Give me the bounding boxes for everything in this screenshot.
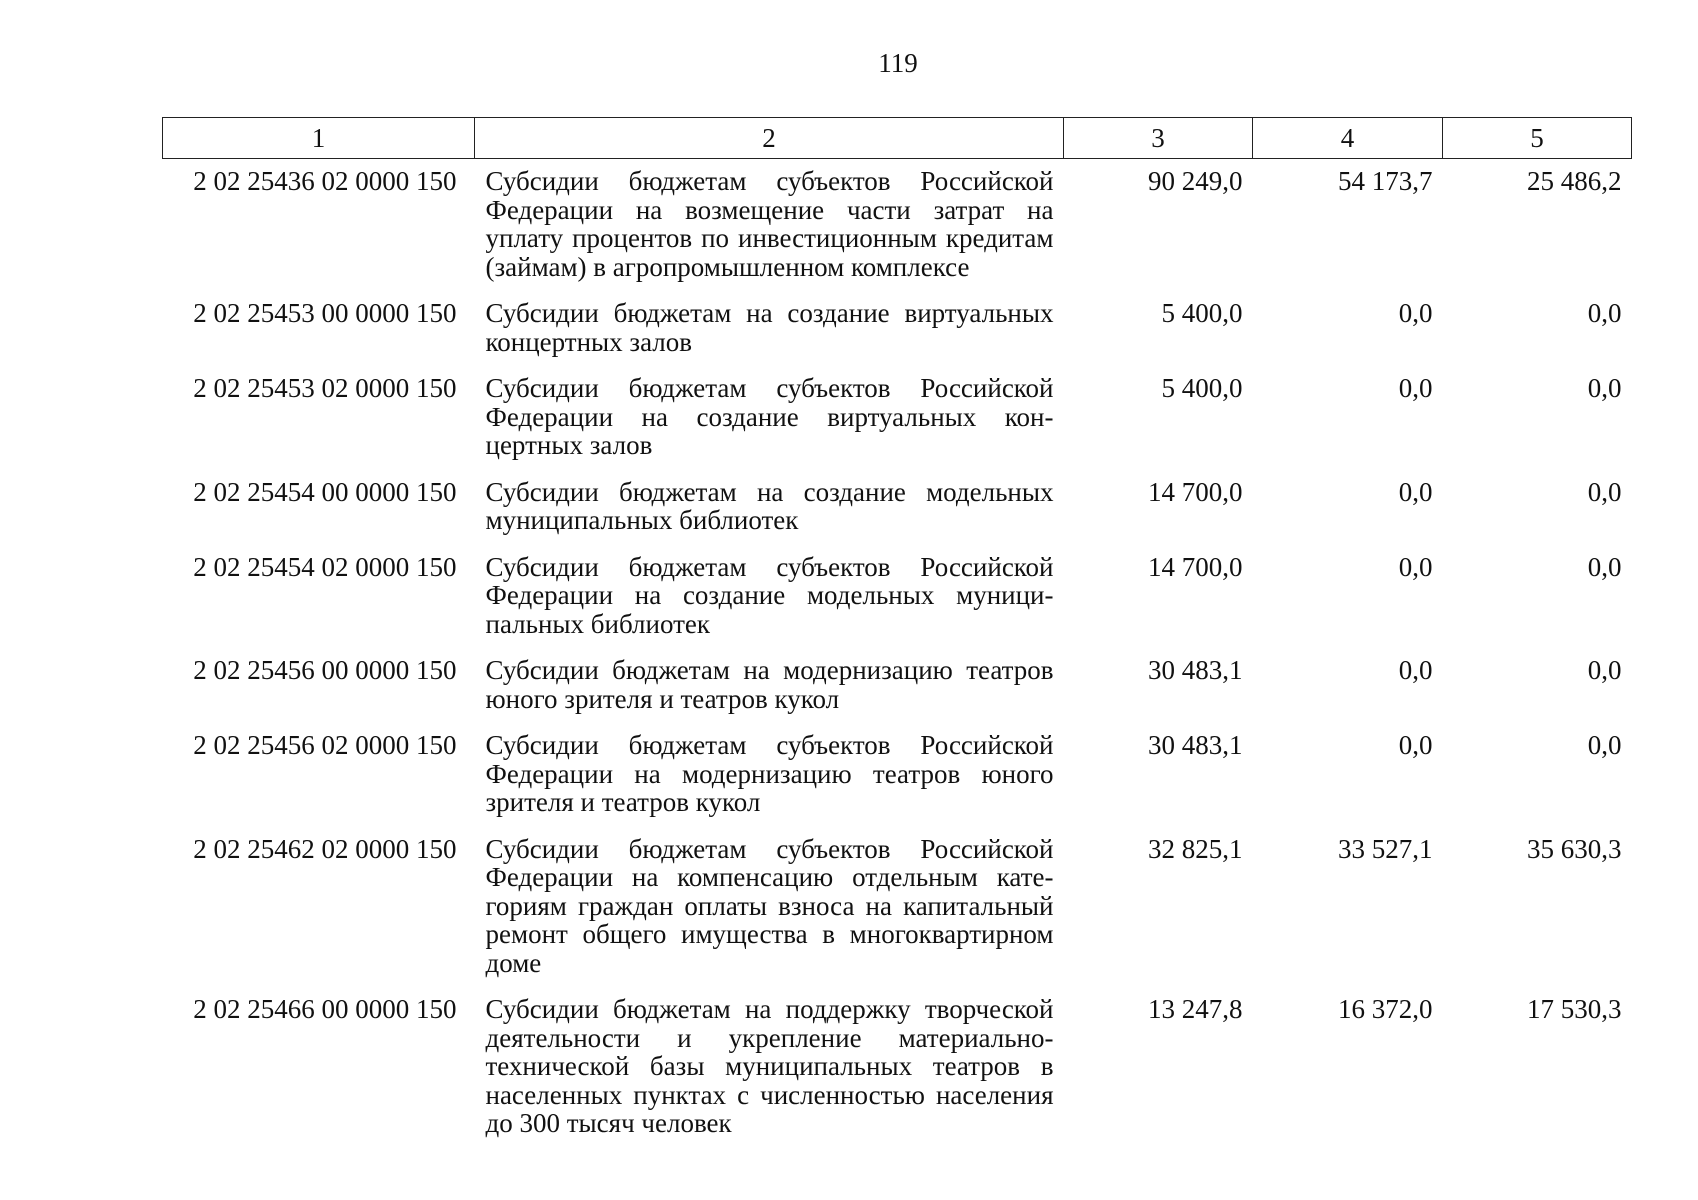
column-header-1: 1	[163, 118, 475, 159]
value-col-5: 17 530,3	[1527, 994, 1622, 1024]
item-description: Субсидии бюджетам субъектов Российской Федерации на модернизацию театров юного зрителя и театров кукол	[485, 730, 1054, 817]
value-col-5: 0,0	[1587, 655, 1622, 685]
value-col-4: 54 173,7	[1338, 166, 1433, 196]
budget-code: 2 02 25462 02 0000 150	[193, 833, 457, 864]
budget-code: 2 02 25456 02 0000 150	[193, 730, 457, 760]
budget-code: 2 02 25436 02 0000 150	[193, 166, 457, 196]
value-col-3: 30 483,1	[1148, 730, 1243, 760]
value-col-5: 0,0	[1587, 298, 1622, 328]
budget-code: 2 02 25453 00 0000 150	[193, 298, 457, 328]
value-col-4: 33 527,1	[1338, 833, 1433, 864]
column-header-2: 2	[475, 118, 1064, 159]
table-row	[163, 470, 1632, 545]
budget-code: 2 02 25453 02 0000 150	[193, 373, 457, 403]
column-header-5: 5	[1443, 118, 1632, 159]
table-row	[163, 545, 1632, 649]
table-row	[163, 648, 1632, 723]
value-col-5: 0,0	[1587, 373, 1622, 403]
value-col-3: 5 400,0	[1161, 298, 1243, 328]
table-row	[163, 159, 1632, 292]
value-col-4: 0,0	[1398, 655, 1433, 685]
item-description: Субсидии бюджетам на поддержку творческой деятельности и укрепление материально-технической базы муниципальных театров в населенных пунктах с численностью населения до 300 тысяч человек	[485, 994, 1054, 1138]
value-col-3: 30 483,1	[1148, 655, 1243, 685]
value-col-4: 16 372,0	[1338, 994, 1433, 1024]
budget-table	[162, 117, 1632, 1148]
value-col-3: 32 825,1	[1148, 833, 1243, 864]
budget-code: 2 02 25466 00 0000 150	[193, 994, 457, 1024]
budget-code: 2 02 25456 00 0000 150	[193, 655, 457, 685]
item-description: Субсидии бюджетам на модернизацию театров юного зрителя и театров кукол	[485, 655, 1054, 714]
item-description: Субсидии бюджетам на создание виртуальных концертных залов	[485, 298, 1054, 357]
table-row	[163, 291, 1632, 366]
value-col-5: 0,0	[1587, 551, 1622, 582]
column-header-3: 3	[1064, 118, 1253, 159]
item-description: Субсидии бюджетам субъектов Российской Федерации на возмещение части затрат на уплату процентов по инвестиционным кредитам (займам) в агропромышленном комплексе	[485, 166, 1054, 282]
budget-code: 2 02 25454 00 0000 150	[193, 476, 457, 507]
budget-code: 2 02 25454 02 0000 150	[193, 551, 457, 582]
item-description: Субсидии бюджетам субъектов Российской Федерации на создание модельных муниципальных библиотек	[485, 551, 1054, 639]
table-row	[163, 987, 1632, 1148]
value-col-3: 90 249,0	[1148, 166, 1243, 196]
page-number: 119	[878, 48, 918, 78]
value-col-4: 0,0	[1398, 551, 1433, 582]
value-col-5: 25 486,2	[1527, 166, 1622, 196]
value-col-4: 0,0	[1398, 373, 1433, 403]
item-description: Субсидии бюджетам субъектов Российской Федерации на компенсацию отдельным категориям граждан оплаты взноса на капитальный ремонт общего имущества в многоквартирном доме	[485, 833, 1054, 978]
value-col-4: 0,0	[1398, 476, 1433, 507]
value-col-4: 0,0	[1398, 730, 1433, 760]
column-header-4: 4	[1253, 118, 1443, 159]
item-description: Субсидии бюджетам субъектов Российской Федерации на создание виртуальных концертных залов	[485, 373, 1054, 460]
value-col-5: 0,0	[1587, 730, 1622, 760]
value-col-3: 14 700,0	[1148, 476, 1243, 507]
item-description: Субсидии бюджетам на создание модельных муниципальных библиотек	[485, 476, 1054, 535]
table-header-row	[163, 118, 1632, 159]
table-row	[163, 723, 1632, 827]
value-col-3: 5 400,0	[1161, 373, 1243, 403]
value-col-5: 35 630,3	[1527, 833, 1622, 864]
value-col-4: 0,0	[1398, 298, 1433, 328]
table-row	[163, 827, 1632, 988]
table-row	[163, 366, 1632, 470]
value-col-3: 13 247,8	[1148, 994, 1243, 1024]
value-col-5: 0,0	[1587, 476, 1622, 507]
value-col-3: 14 700,0	[1148, 551, 1243, 582]
